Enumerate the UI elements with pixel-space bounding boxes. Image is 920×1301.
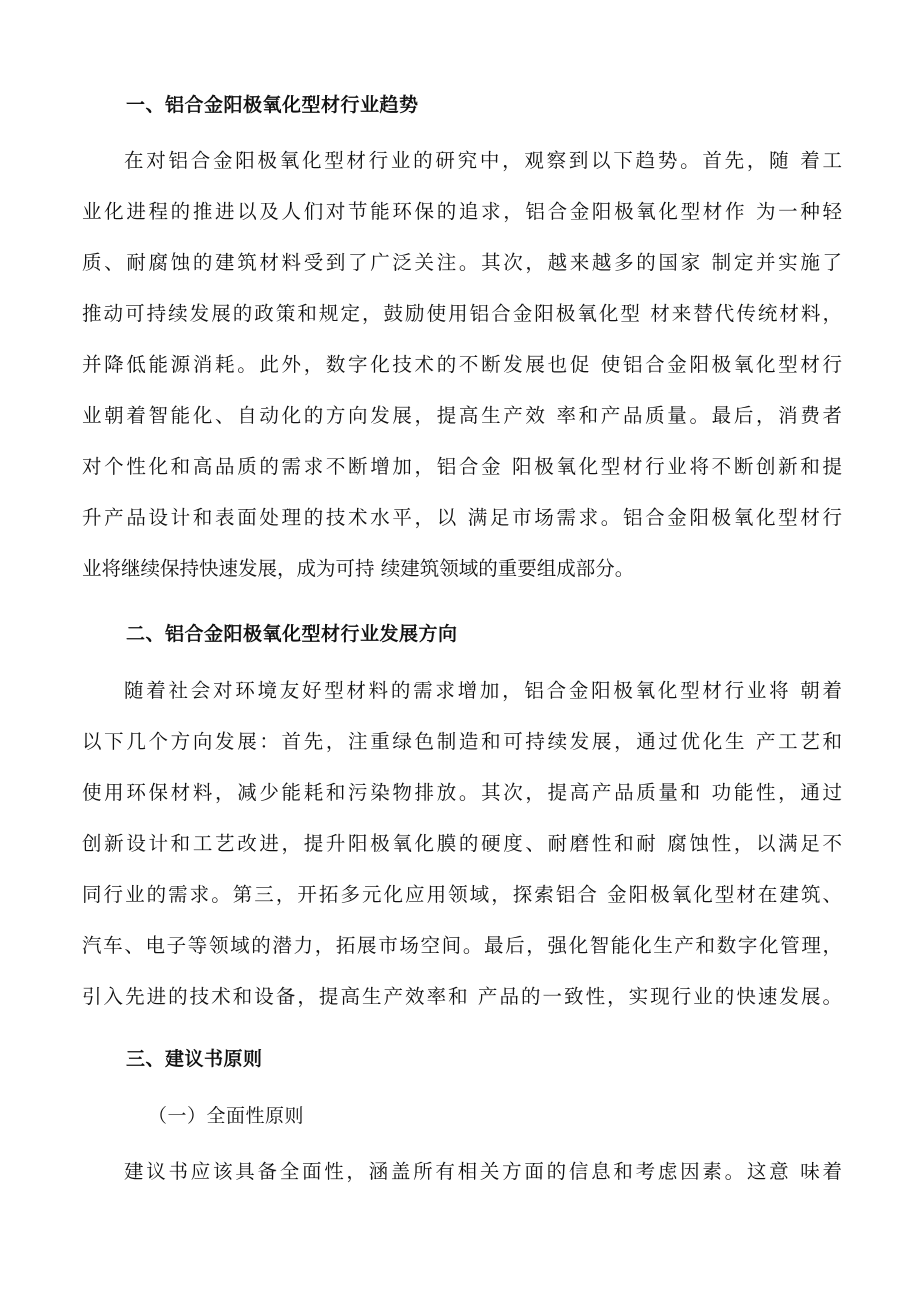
section-1-line-4: 推动可持续发展的政策和规定，鼓励使用铝合金阳极氧化型 材来替代传统材料， [82,302,842,325]
section-1-line-7: 对个性化和高品质的需求不断增加，铝合金 阳极氧化型材行业将不断创新和提 [82,455,842,478]
section-2-line-2: 以下几个方向发展：首先，注重绿色制造和可持续发展，通过优化生 产工艺和 [82,730,842,753]
section-1-line-3: 质、耐腐蚀的建筑材料受到了广泛关注。其次，越来越多的国家 制定并实施了 [82,251,842,274]
section-3-heading: 三、建议书原则 [126,1048,263,1070]
section-2-line-1: 随着社会对环境友好型材料的需求增加，铝合金阳极氧化型材行业将 朝着 [124,679,842,702]
section-2-line-3: 使用环保材料，减少能耗和污染物排放。其次，提高产品质量和 功能性，通过 [82,781,842,804]
section-1-heading: 一、铝合金阳极氧化型材行业趋势 [126,94,419,116]
section-1-line-5: 并降低能源消耗。此外，数字化技术的不断发展也促 使铝合金阳极氧化型材行 [82,353,842,376]
section-2-line-5: 同行业的需求。第三，开拓多元化应用领域，探索铝合 金阳极氧化型材在建筑、 [82,883,842,906]
section-1-line-6: 业朝着智能化、自动化的方向发展，提高生产效 率和产品质量。最后，消费者 [82,404,842,427]
section-1-line-8: 升产品设计和表面处理的技术水平，以 满足市场需求。铝合金阳极氧化型材行 [82,506,842,529]
section-1-line-2: 业化进程的推进以及人们对节能环保的追求，铝合金阳极氧化型材作 为一种轻 [82,200,842,223]
section-2-line-6: 汽车、电子等领域的潜力，拓展市场空间。最后，强化智能化生产和数字化管理， [82,934,842,957]
section-1-line-1: 在对铝合金阳极氧化型材行业的研究中，观察到以下趋势。首先，随 着工 [124,149,842,172]
section-2-line-7: 引入先进的技术和设备，提高生产效率和 产品的一致性，实现行业的快速发展。 [82,985,842,1008]
section-1-line-9: 业将继续保持快速发展，成为可持 续建筑领域的重要组成部分。 [82,557,635,580]
section-3-subheading: （一）全面性原则 [148,1105,305,1127]
section-2-heading: 二、铝合金阳极氧化型材行业发展方向 [126,623,458,645]
section-3-line-1: 建议书应该具备全面性，涵盖所有相关方面的信息和考虑因素。这意 味着 [124,1160,842,1183]
section-2-line-4: 创新设计和工艺改进，提升阳极氧化膜的硬度、耐磨性和耐 腐蚀性，以满足不 [82,832,842,855]
